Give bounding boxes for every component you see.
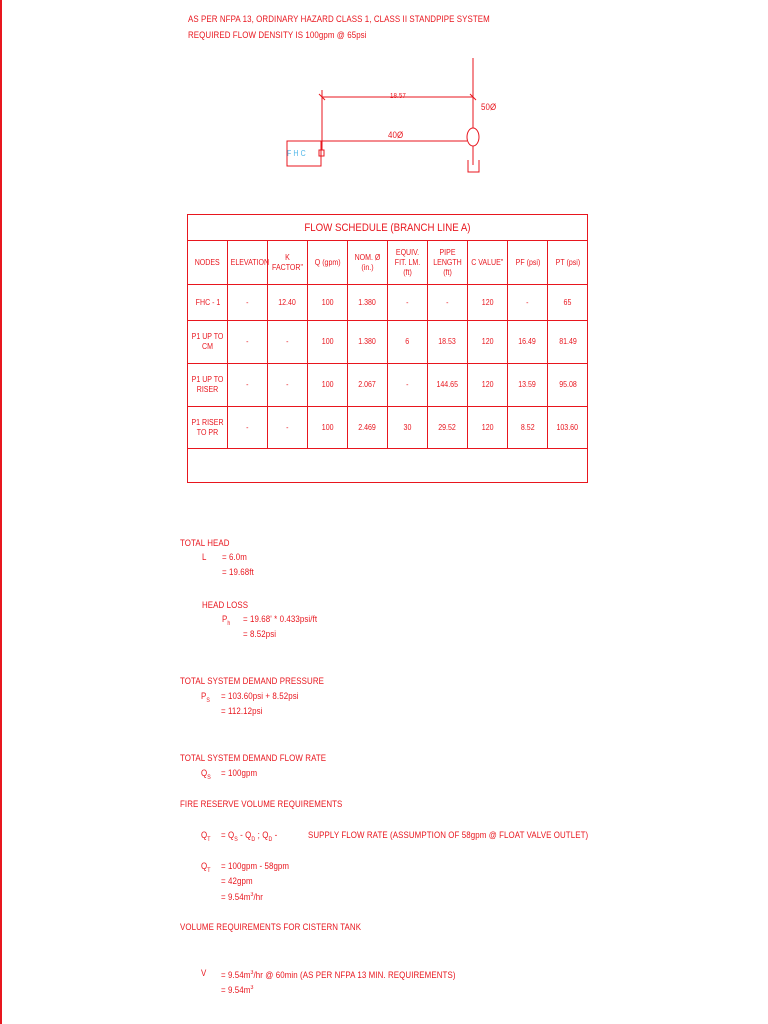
col-header: PT (psi) [548, 241, 588, 285]
qt2-value-1: = 100gpm - 58gpm [221, 861, 290, 871]
ps-value-2: = 112.12psi [221, 706, 263, 716]
pipe-size-bottom: 40Ø [388, 130, 404, 140]
v-symbol: V [201, 968, 207, 978]
table-row: FHC - 1 - 12.40 100 1.380 - - 120 - 65 [188, 285, 588, 321]
header-line-2: REQUIRED FLOW DENSITY IS 100gpm @ 65psi [188, 30, 367, 40]
table-row: P1 UP TO CM - - 100 1.380 6 18.53 120 16.49 81.49 [188, 321, 588, 364]
qt-equation: = $Q_S - Q_D$ ; $Q_D$ - [221, 830, 278, 843]
ph-value-2: = 8.52psi [243, 629, 277, 639]
ph-symbol: $P_h$ [222, 614, 231, 627]
table-row: P1 UP TO RISER - - 100 2.067 - 144.65 120 13.59 95.08 [188, 364, 588, 407]
qt2-value-3: = $9.54m^3/hr$ [221, 892, 264, 902]
table-header-row [188, 241, 588, 285]
ps-value-1: = 103.60psi + 8.52psi [221, 691, 299, 701]
v-value-2: = $9.54m^3$ [221, 985, 254, 995]
table-row: P1 RISER TO PR - - 100 2.469 30 29.52 120 8.52 103.60 [188, 407, 588, 449]
vrct-heading: VOLUME REQUIREMENTS FOR CISTERN TANK [180, 922, 362, 932]
qt2-symbol: $Q_T$ [201, 861, 211, 874]
tsdf-heading: TOTAL SYSTEM DEMAND FLOW RATE [180, 753, 327, 763]
flow-schedule-table [187, 214, 588, 483]
total-head-heading: TOTAL HEAD [180, 538, 230, 548]
l-value-1: = 6.0m [222, 552, 247, 562]
supply-note: SUPPLY FLOW RATE (ASSUMPTION OF 58gpm @ FLOAT VALVE OUTLET) [308, 830, 589, 840]
l-symbol: L [202, 552, 207, 562]
table-title: FLOW SCHEDULE (BRANCH LINE A) [188, 215, 588, 241]
fhc-label: F H C [287, 149, 306, 158]
frvr-heading: FIRE RESERVE VOLUME REQUIREMENTS [180, 799, 343, 809]
tsdp-heading: TOTAL SYSTEM DEMAND PRESSURE [180, 676, 325, 686]
col-header: PIPE LENGTH (ft) [428, 241, 468, 285]
col-header: PF (psi) [508, 241, 548, 285]
qs-value: = 100gpm [221, 768, 258, 778]
valve-icon [467, 128, 479, 146]
col-header: C VALUE" [468, 241, 508, 285]
col-header: K FACTOR" [268, 241, 308, 285]
qs-symbol: $Q_S$ [201, 768, 211, 781]
table-empty-row [188, 449, 588, 483]
col-header: ELEVATION [228, 241, 268, 285]
qt-symbol: $Q_T$ [201, 830, 211, 843]
pipe-size-top: 50Ø [481, 102, 497, 112]
head-loss-heading: HEAD LOSS [202, 600, 249, 610]
col-header: NOM. Ø (in.) [348, 241, 388, 285]
l-value-2: = 19.68ft [222, 567, 254, 577]
header-line-1: AS PER NFPA 13, ORDINARY HAZARD CLASS 1, CLASS II STANDPIPE SYSTEM [188, 14, 490, 24]
col-header: Q (gpm) [308, 241, 348, 285]
ps-symbol: $P_S$ [201, 691, 210, 704]
dimension-label: 18.57 [390, 93, 406, 100]
ph-value-1: = 19.68' * 0.433psi/ft [243, 614, 318, 624]
col-header: EQUIV. FIT. LM. (ft) [388, 241, 428, 285]
v-value-1: = $9.54m^3/hr$ @ 60min (AS PER NFPA 13 MIN. REQUIREMENTS) [221, 970, 456, 980]
col-header: NODES [188, 241, 228, 285]
qt2-value-2: = 42gpm [221, 876, 253, 886]
